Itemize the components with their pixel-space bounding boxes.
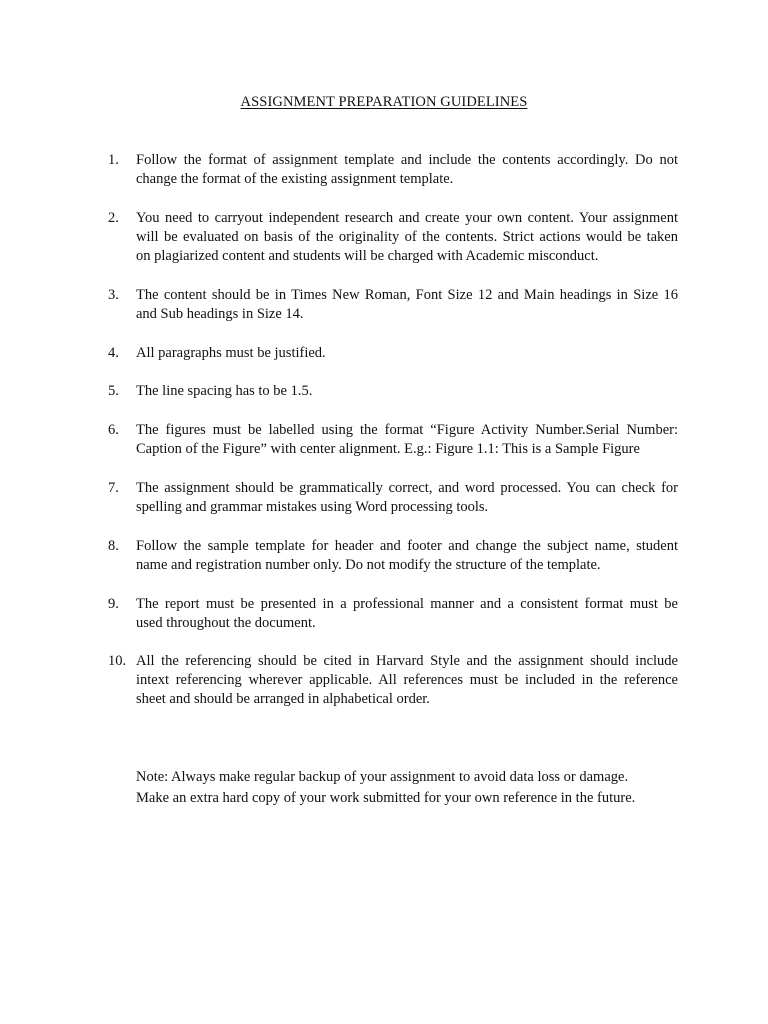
- item-text: [136, 209, 678, 267]
- item-line: You need to carryout independent research and create your own content. Your assignment: [136, 210, 678, 226]
- item-number: 2.: [108, 210, 119, 226]
- document-title: ASSIGNMENT PREPARATION GUIDELINES: [240, 94, 528, 110]
- item-text: [136, 421, 678, 459]
- note-line: Note: Always make regular backup of your assignment to avoid data loss or damage.: [136, 769, 629, 785]
- item-line: on plagiarized content and students will be charged with Academic misconduct.: [136, 248, 599, 265]
- item-text: [136, 382, 678, 401]
- item-text: [136, 537, 678, 575]
- item-number: 8.: [108, 538, 119, 554]
- item-text: [136, 286, 678, 324]
- item-text: [136, 652, 678, 710]
- item-number: 1.: [108, 152, 119, 168]
- item-text: [136, 344, 678, 363]
- item-text: [136, 151, 678, 189]
- item-line: All paragraphs must be justified.: [136, 345, 326, 361]
- note-paragraph: [136, 767, 696, 809]
- item-line: used throughout the document.: [136, 615, 316, 632]
- item-line: The line spacing has to be 1.5.: [136, 383, 313, 399]
- item-line: The assignment should be grammatically correct, and word processed. You can check for: [136, 480, 678, 496]
- item-line: The figures must be labelled using the format “Figure Activity Number.Serial Number:: [136, 422, 678, 438]
- item-line: name and registration number only. Do not modify the structure of the template.: [136, 557, 601, 574]
- item-number: 3.: [108, 287, 119, 303]
- item-line: Follow the format of assignment template and include the contents accordingly. Do not: [136, 152, 678, 168]
- item-line: The content should be in Times New Roman, Font Size 12 and Main headings in Size 16: [136, 287, 678, 303]
- item-number: 4.: [108, 345, 119, 361]
- item-line: change the format of the existing assignment template.: [136, 171, 454, 188]
- item-line: Follow the sample template for header and footer and change the subject name, student: [136, 538, 678, 554]
- item-line: sheet and should be arranged in alphabetical order.: [136, 691, 430, 708]
- item-text: [136, 595, 678, 633]
- item-line: spelling and grammar mistakes using Word processing tools.: [136, 499, 489, 516]
- item-number: 6.: [108, 422, 119, 438]
- item-line: The report must be presented in a professional manner and a consistent format must be: [136, 596, 678, 612]
- item-line: All the referencing should be cited in Harvard Style and the assignment should include: [136, 653, 678, 669]
- item-text: [136, 479, 678, 517]
- item-number: 7.: [108, 480, 119, 496]
- item-line: and Sub headings in Size 14.: [136, 306, 304, 323]
- note-line: Make an extra hard copy of your work submitted for your own reference in the future.: [136, 790, 636, 806]
- item-line: intext referencing wherever applicable. All references must be included in the reference: [136, 672, 678, 689]
- item-number: 5.: [108, 383, 119, 399]
- item-number: 9.: [108, 596, 119, 612]
- item-number: 10.: [108, 653, 127, 669]
- item-line: will be evaluated on basis of the originality of the contents. Strict actions would be taken: [136, 229, 678, 246]
- item-line: Caption of the Figure” with center alignment. E.g.: Figure 1.1: This is a Sample Figure: [136, 441, 640, 458]
